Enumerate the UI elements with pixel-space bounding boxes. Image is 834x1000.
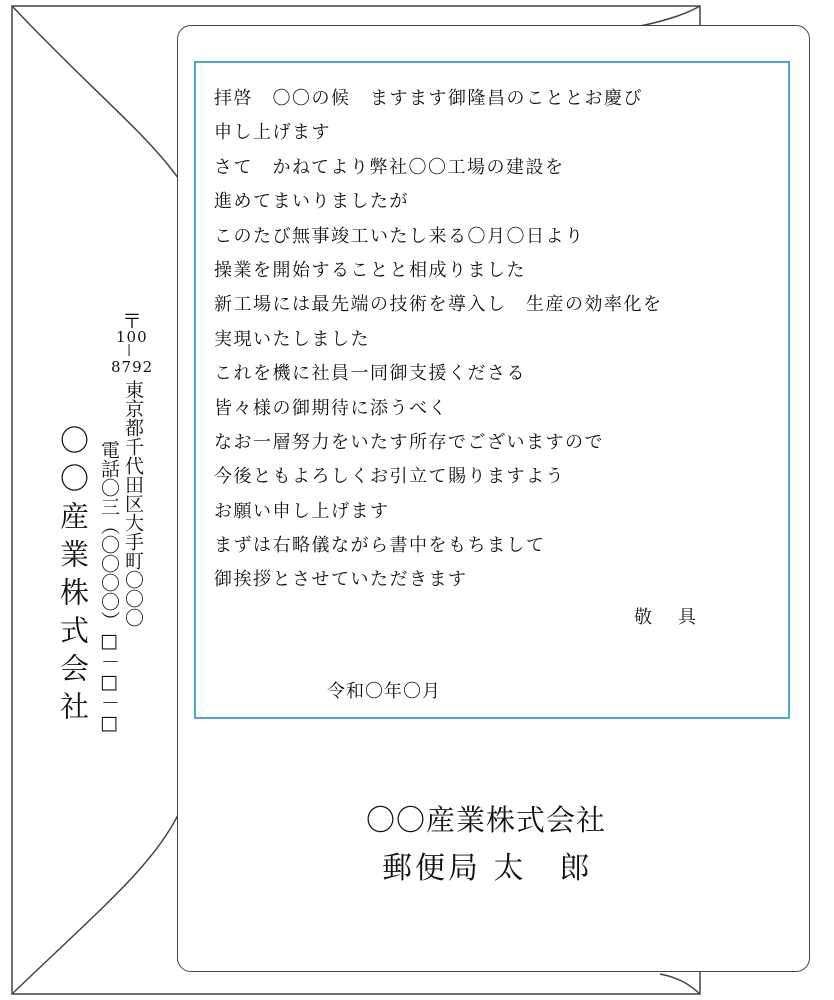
sender-name: 郵便局 太 郎 — [382, 851, 593, 886]
letter-body — [214, 82, 774, 598]
letter-line: このたび無事竣工いたし来る〇月〇日より — [214, 225, 585, 247]
postal-code-first: 100 — [116, 328, 148, 346]
letter-line: 御挨拶とさせていただきます — [214, 569, 468, 591]
letter-line: 申し上げます — [214, 122, 331, 144]
letter-line: さて かねてより弊社〇〇工場の建設を — [214, 156, 565, 178]
sender-phone: 電話〇三（〇〇〇〇）□－□－□ — [98, 440, 120, 734]
postal-mark: 〒 — [122, 309, 142, 333]
closing-phrase: 敬 具 — [634, 607, 700, 628]
letter-line: 拝啓 〇〇の候 ますます御隆昌のこととお慶び — [214, 88, 643, 109]
envelope-company-name: 〇〇産業株式会社 — [56, 425, 90, 729]
letter-line: これを機に社員一同御支援くださる — [214, 363, 526, 385]
letter-line: 新工場には最先端の技術を導入し 生産の効率化を — [214, 294, 663, 316]
letter-line: 今後ともよろしくお引立て賜りますよう — [214, 466, 565, 488]
letter-line: 皆々様の御期待に添うべく — [214, 397, 448, 419]
letter-line: まずは右略儀ながら書中をもちまして — [214, 535, 546, 557]
letter-line: お願い申し上げます — [214, 500, 390, 522]
sender-company — [366, 798, 606, 839]
letter-date: 令和〇年〇月 — [327, 681, 441, 702]
letter-line: なお一層努力をいたす所存でございますので — [214, 431, 604, 453]
postal-code-separator: | — [127, 342, 132, 356]
postal-code-second: 8792 — [111, 358, 154, 376]
sender-company-text: 〇〇産業株式会社 — [366, 803, 607, 837]
letter-line: 進めてまいりましたが — [214, 191, 409, 213]
sender-address: 東京都千代田区大手町〇〇〇 — [122, 380, 144, 627]
letter-line: 操業を開始することと相成りました — [214, 259, 526, 281]
letter-line: 実現いたしました — [214, 328, 370, 350]
